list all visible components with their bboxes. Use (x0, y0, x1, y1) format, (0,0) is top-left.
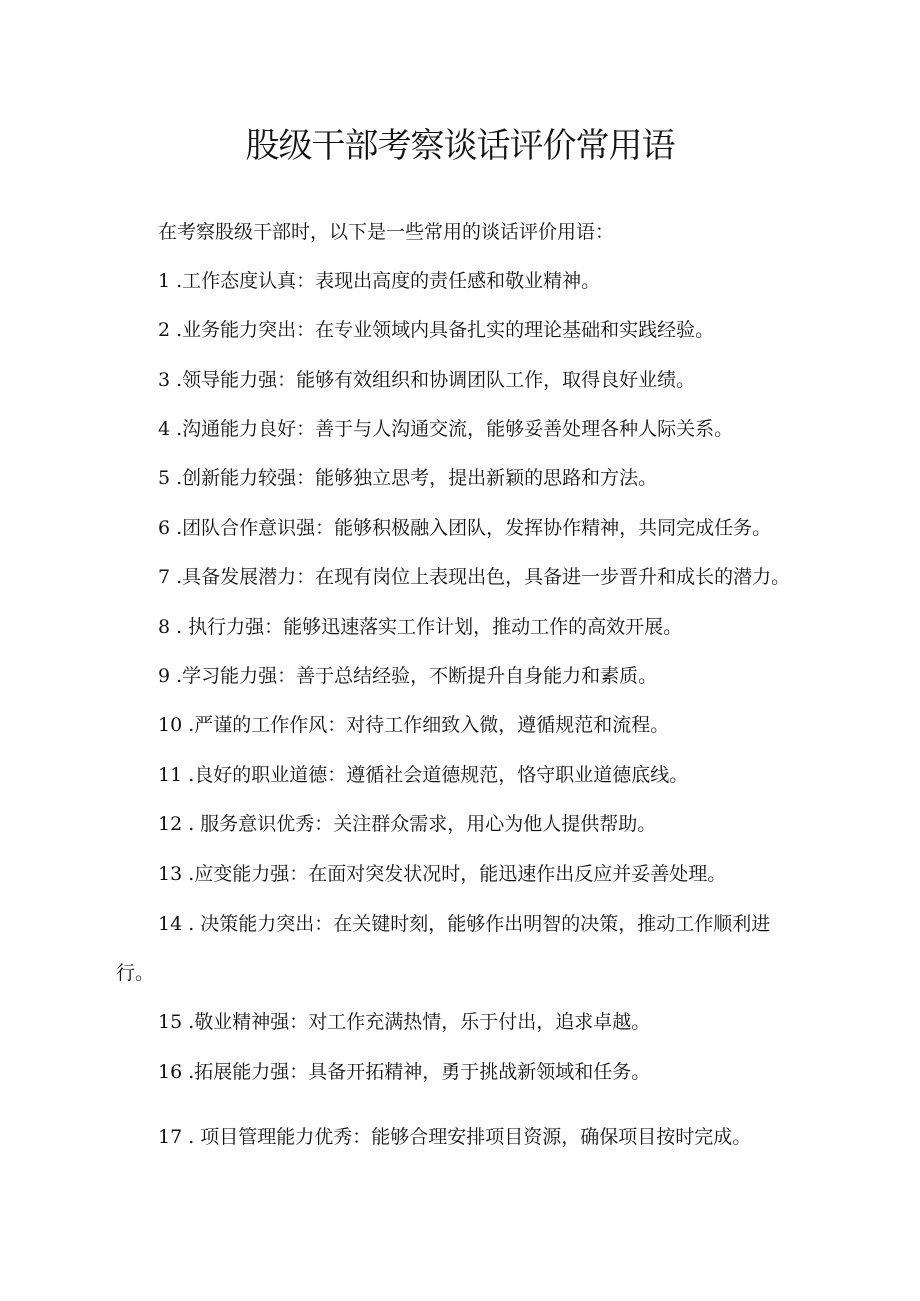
item-text: . 决策能力突出：在关键时刻，能够作出明智的决策，推动工作顺利进 (188, 913, 771, 935)
item-number: 17 (158, 1126, 183, 1148)
item-number: 12 (158, 813, 183, 835)
list-item-16 (158, 1060, 650, 1084)
list-item-15 (158, 1010, 650, 1034)
item-number: 4 (158, 418, 171, 440)
list-item-8 (158, 615, 682, 639)
item-number: 10 (158, 714, 183, 736)
item-text: .学习能力强：善于总结经验，不断提升自身能力和素质。 (176, 665, 658, 687)
list-item-4 (158, 417, 733, 441)
item-number: 7 (158, 566, 171, 588)
list-item-14-continuation: 行。 (116, 962, 155, 984)
list-item-10 (158, 713, 669, 737)
item-text: .创新能力较强：能够独立思考，提出新颖的思路和方法。 (176, 467, 658, 489)
item-text: . 服务意识优秀：关注群众需求，用心为他人提供帮助。 (188, 813, 657, 835)
item-text: .敬业精神强：对工作充满热情，乐于付出，追求卓越。 (188, 1011, 651, 1033)
list-item-12 (158, 812, 656, 836)
list-item-1 (158, 269, 600, 293)
item-number: 3 (158, 369, 171, 391)
list-item-11 (158, 763, 688, 787)
list-item-6 (158, 516, 771, 540)
item-number: 15 (158, 1011, 183, 1033)
document-title: 股级干部考察谈话评价常用语 (245, 126, 675, 166)
item-number: 1 (158, 270, 171, 292)
item-text: .良好的职业道德：遵循社会道德规范，恪守职业道德底线。 (188, 764, 689, 786)
list-item-2 (158, 318, 714, 342)
item-number: 16 (158, 1061, 183, 1083)
item-text: . 执行力强：能够迅速落实工作计划，推动工作的高效开展。 (176, 616, 683, 638)
item-text: .拓展能力强：具备开拓精神，勇于挑战新领域和任务。 (188, 1061, 651, 1083)
list-item-7 (158, 565, 790, 589)
item-number: 11 (158, 764, 183, 786)
item-number: 13 (158, 863, 183, 885)
item-text: .严谨的工作作风：对待工作细致入微，遵循规范和流程。 (188, 714, 670, 736)
item-text: .领导能力强：能够有效组织和协调团队工作，取得良好业绩。 (176, 369, 696, 391)
list-item-13 (158, 862, 726, 886)
item-number: 9 (158, 665, 171, 687)
item-number: 14 (158, 913, 183, 935)
item-text: . 项目管理能力优秀：能够合理安排项目资源，确保项目按时完成。 (188, 1126, 752, 1148)
list-item-3 (158, 368, 695, 392)
intro-paragraph: 在考察股级干部时，以下是一些常用的谈话评价用语： (158, 221, 615, 243)
item-text: .应变能力强：在面对突发状况时，能迅速作出反应并妥善处理。 (188, 863, 727, 885)
item-text: .业务能力突出：在专业领域内具备扎实的理论基础和实践经验。 (176, 319, 715, 341)
item-number: 5 (158, 467, 171, 489)
list-item-9 (158, 664, 657, 688)
list-item-17 (158, 1125, 751, 1149)
item-text: .沟通能力良好：善于与人沟通交流，能够妥善处理各种人际关系。 (176, 418, 734, 440)
list-item-5 (158, 466, 657, 490)
list-item-14 (158, 912, 770, 936)
item-text: .具备发展潜力：在现有岗位上表现出色，具备进一步晋升和成长的潜力。 (176, 566, 791, 588)
item-number: 2 (158, 319, 171, 341)
item-text: .工作态度认真：表现出高度的责任感和敬业精神。 (176, 270, 601, 292)
item-number: 6 (158, 517, 171, 539)
item-number: 8 (158, 616, 171, 638)
item-text: .团队合作意识强：能够积极融入团队，发挥协作精神，共同完成任务。 (176, 517, 772, 539)
